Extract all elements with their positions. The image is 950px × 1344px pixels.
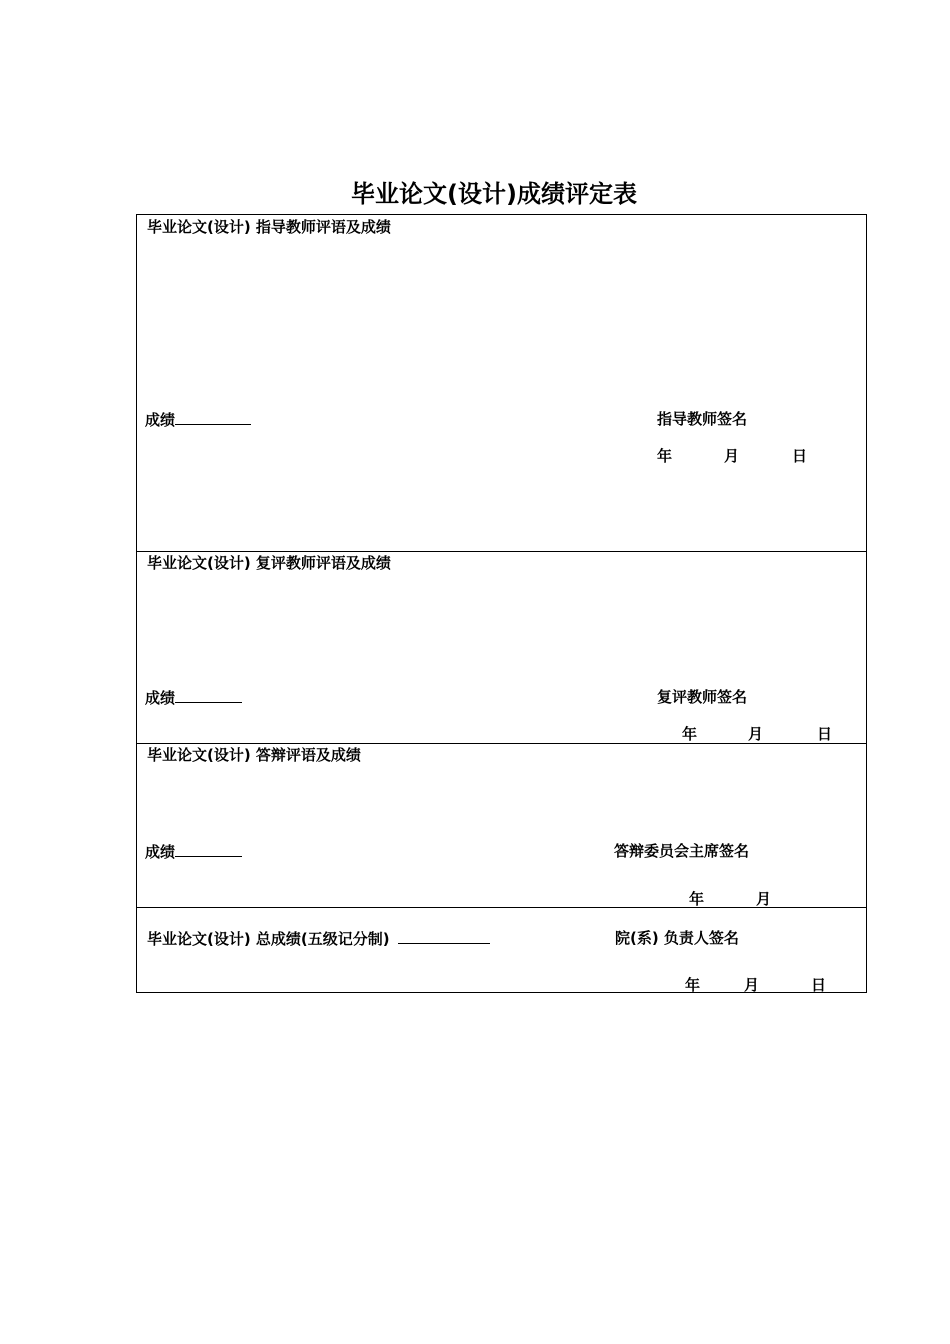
grade-form-table [136,214,867,993]
reviewer-date-year: 年 [682,725,698,743]
page-title: 毕业论文(设计)成绩评定表 [351,180,637,208]
reviewer-grade [145,688,242,707]
advisor-section [137,215,866,551]
advisor-date-month: 月 [724,447,740,465]
defense-date-month: 月 [756,890,772,908]
total-date-month: 月 [744,976,760,994]
defense-grade-blank[interactable] [175,842,242,857]
defense-section [137,743,866,907]
advisor-grade [145,410,251,429]
defense-heading: 毕业论文(设计) 答辩评语及成绩 [147,746,361,764]
total-signature-label: 院(系) 负责人签名 [615,929,739,947]
defense-grade [145,842,242,861]
reviewer-date-day: 日 [817,725,833,743]
total-grade [147,929,490,948]
reviewer-date-month: 月 [748,725,764,743]
advisor-date-day: 日 [792,447,808,465]
total-heading: 毕业论文(设计) 总成绩(五级记分制) [147,930,390,948]
reviewer-heading: 毕业论文(设计) 复评教师评语及成绩 [147,554,391,572]
reviewer-grade-label: 成绩 [145,689,176,707]
defense-signature-label: 答辩委员会主席签名 [614,842,750,860]
total-section [137,907,866,994]
advisor-date-year: 年 [657,447,673,465]
reviewer-grade-blank[interactable] [175,688,242,703]
advisor-heading: 毕业论文(设计) 指导教师评语及成绩 [147,218,391,236]
defense-grade-label: 成绩 [145,843,176,861]
reviewer-section [137,551,866,743]
total-grade-blank[interactable] [398,929,490,944]
advisor-grade-blank[interactable] [175,410,251,425]
total-date-year: 年 [685,976,701,994]
reviewer-signature-label: 复评教师签名 [657,688,748,706]
advisor-signature-label: 指导教师签名 [657,410,748,428]
defense-date-year: 年 [689,890,705,908]
advisor-grade-label: 成绩 [145,411,176,429]
total-date-day: 日 [811,976,827,994]
